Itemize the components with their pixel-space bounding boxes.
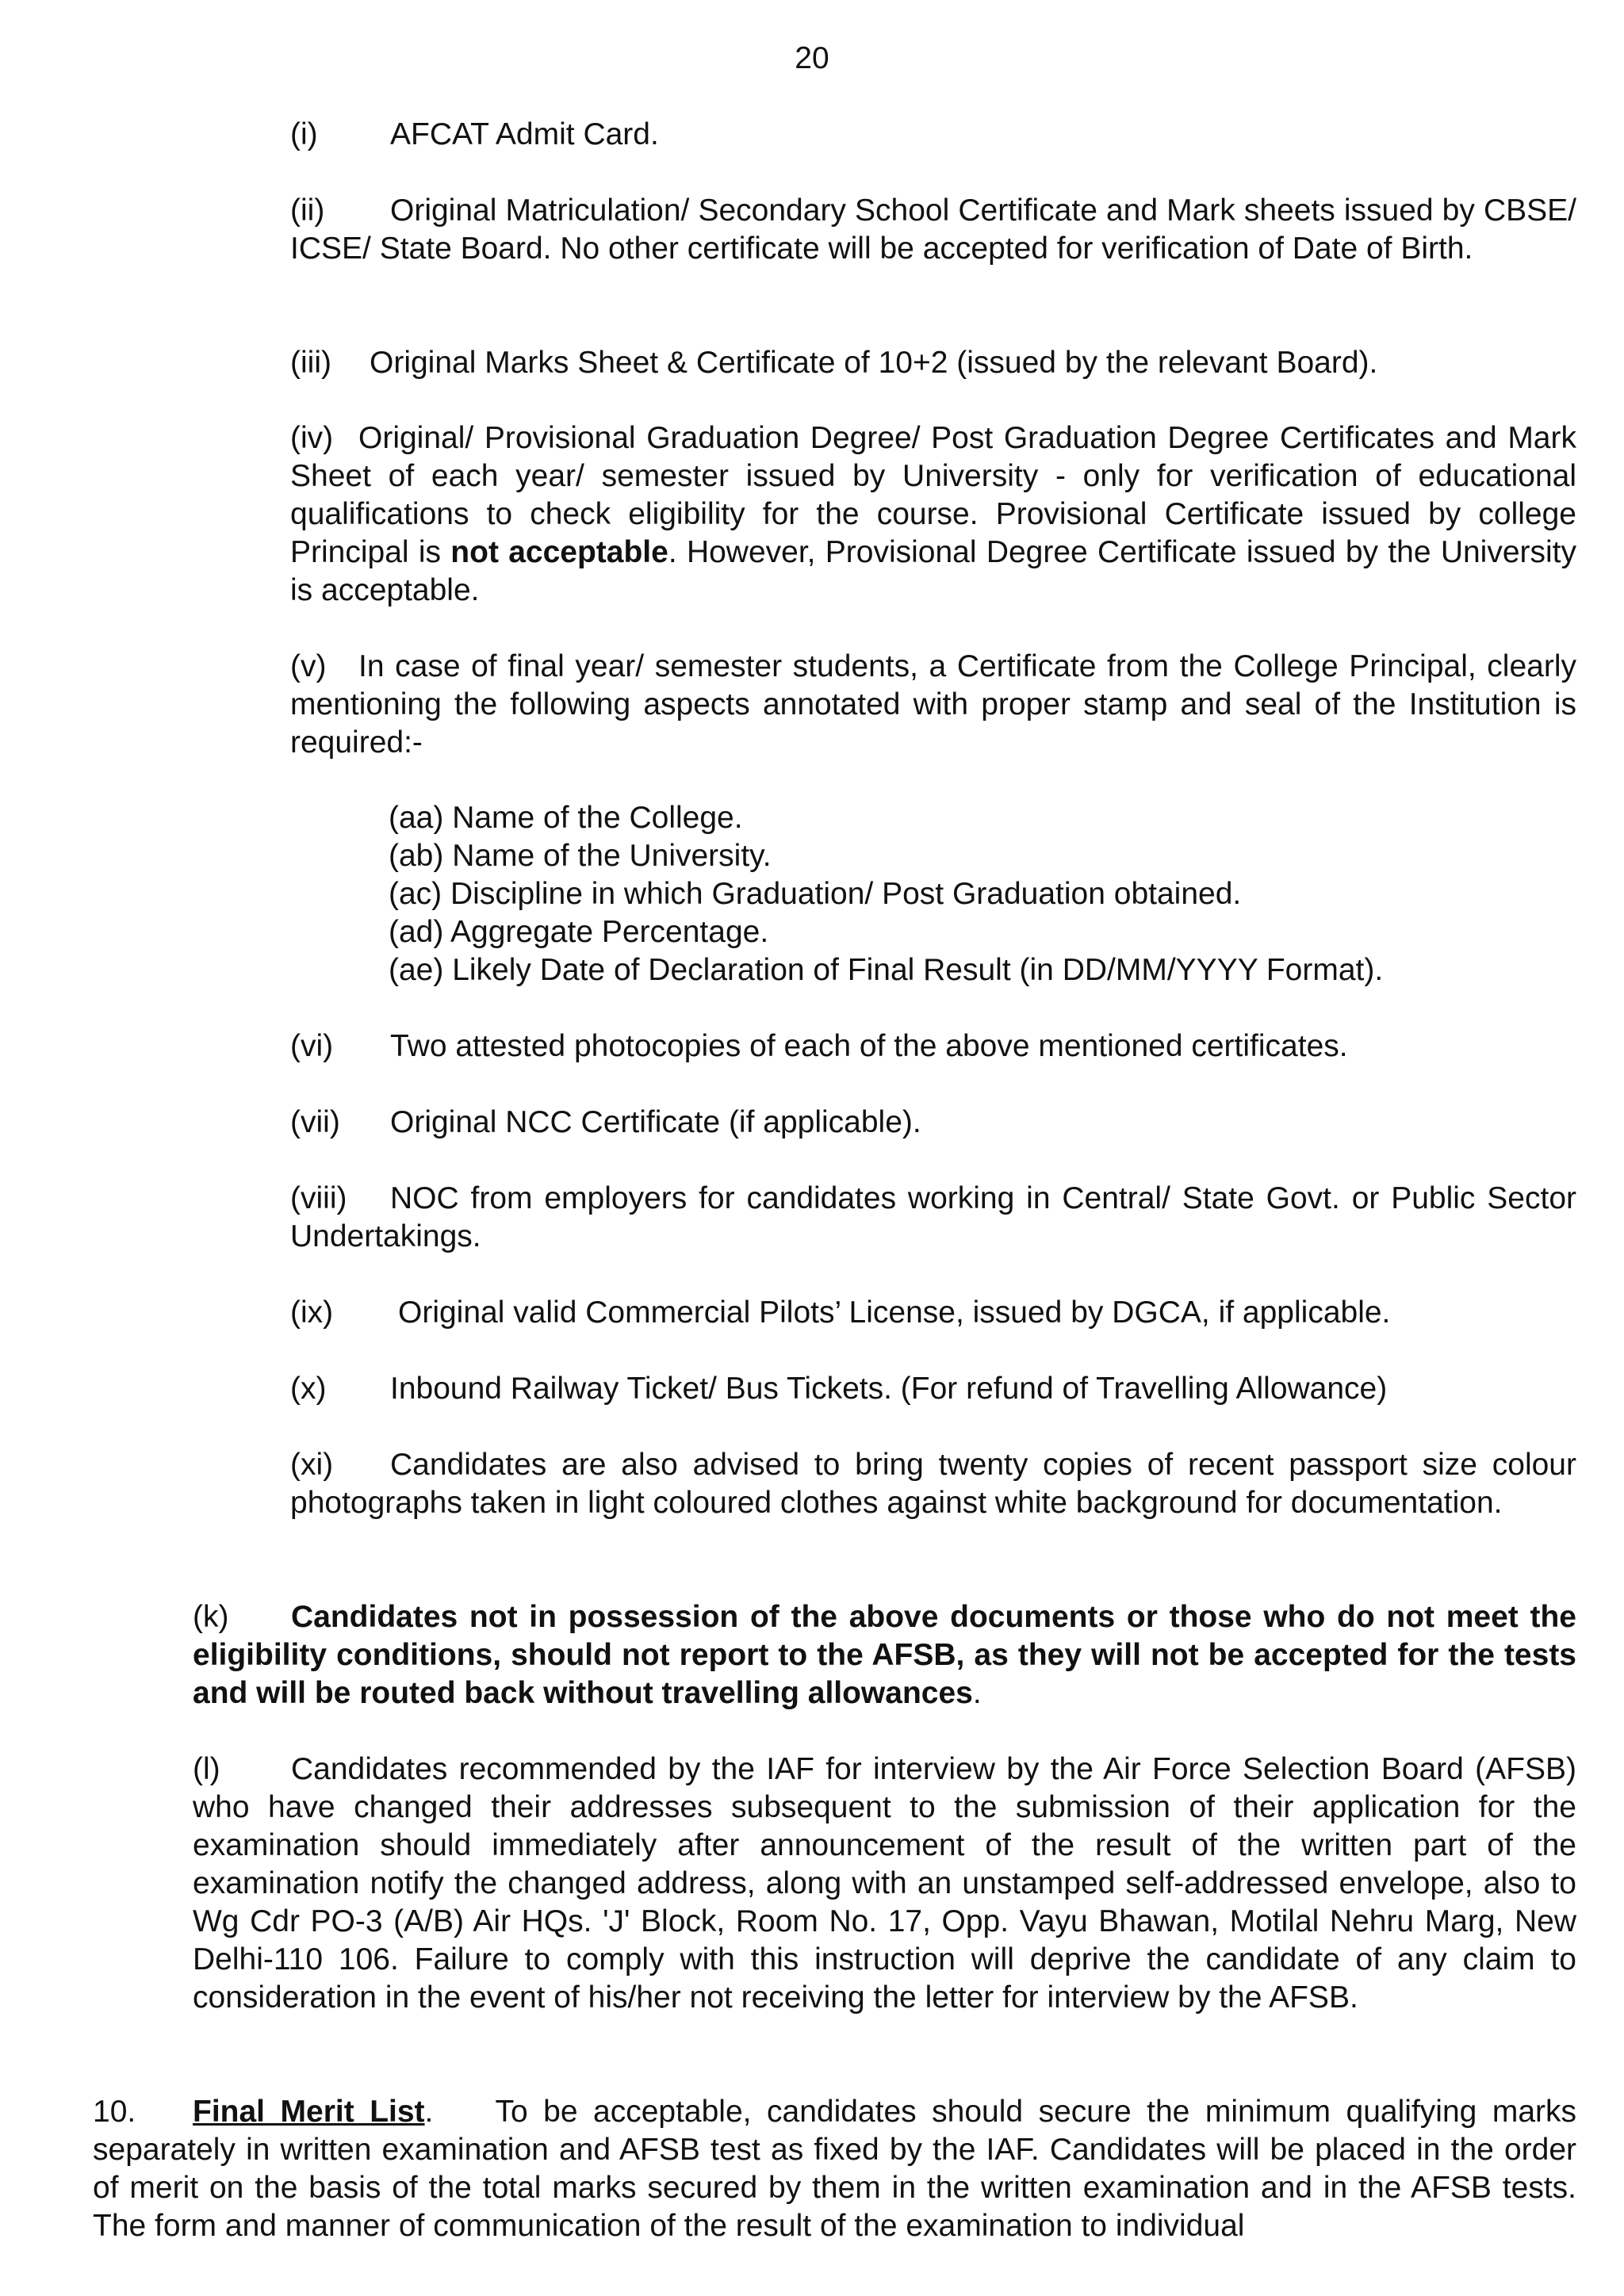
sub-item-ad: (ad) Aggregate Percentage. [389,915,769,949]
item-xi-text: Candidates are also advised to bring twenty copies of recent passport size colour photographs taken in light coloured clothes against white background for documentation. [290,1448,1576,1520]
item-ix-number: (ix) [290,1295,334,1330]
item-iv-bold-text: not acceptable [450,535,668,569]
item-xi-number: (xi) [290,1448,334,1482]
item-ii-number: (ii) [290,193,325,228]
item-iv-text: Original/ Provisional Graduation Degree/ Post Graduation Degree Certificates and Mark Sheet of each year/ semester issued by University - only for verification of educational qualifications to check eligibility for the course. Provisional Certificate issued by college Principal is [290,421,1576,569]
item-iv-number: (iv) [290,421,334,455]
paragraph-k-tail: . [972,1676,982,1710]
item-vi-number: (vi) [290,1029,334,1063]
section-10-text: To be acceptable, candidates should secure the minimum qualifying marks separately in written examination and AFSB test as fixed by the IAF. Candidates will be placed in the order of merit on the basis of the total marks secured by them in the written examination and in the AFSB tests. The form and manner of communication of the result of the examination to individual [93,2095,1577,2243]
item-v-sublist [389,799,1576,989]
item-i-number: (i) [290,117,318,151]
item-viii-text: NOC from employers for candidates working in Central/ State Govt. or Public Sector Undertakings. [290,1181,1576,1253]
paragraph-k-number: (k) [193,1600,229,1634]
item-x [290,1370,1576,1408]
item-ii [290,192,1576,268]
item-ix-text: Original valid Commercial Pilots’ License, issued by DGCA, if applicable. [398,1295,1391,1330]
item-v [290,648,1576,762]
section-10-number: 10. [93,2095,136,2129]
item-iv [290,419,1576,610]
item-iii-number: (iii) [290,346,331,380]
item-viii-number: (viii) [290,1181,347,1215]
paragraph-l [193,1751,1576,2017]
sub-item-ae: (ae) Likely Date of Declaration of Final Result (in DD/MM/YYYY Format). [389,953,1384,987]
item-ix [290,1294,1576,1332]
item-ii-text: Original Matriculation/ Secondary School Certificate and Mark sheets issued by CBSE/ ICSE/ State Board. No other certificate will be accepted for verification of Date of Birth. [290,193,1576,266]
sub-item-ab: (ab) Name of the University. [389,839,772,873]
item-vii-text: Original NCC Certificate (if applicable). [390,1105,921,1139]
item-vi [290,1027,1576,1066]
item-iv-text-after: . However, Provisional Degree Certificate issued by the University is acceptable. [290,535,1577,607]
sub-item-aa: (aa) Name of the College. [389,801,743,835]
item-i [290,116,1576,154]
paragraph-k [193,1598,1576,1712]
sub-item-ac: (ac) Discipline in which Graduation/ Post Graduation obtained. [389,877,1242,911]
page-number: 20 [795,41,829,75]
item-v-number: (v) [290,649,327,683]
item-vi-text: Two attested photocopies of each of the above mentioned certificates. [390,1029,1348,1063]
item-iii [290,344,1576,382]
item-vii [290,1104,1576,1142]
item-viii [290,1180,1576,1256]
item-vii-number: (vii) [290,1105,340,1139]
item-i-text: AFCAT Admit Card. [390,117,659,151]
paragraph-l-text: Candidates recommended by the IAF for interview by the Air Force Selection Board (AFSB) who have changed their addresses subsequent to the submission of their application for the examination should immediately after announcement of the result of the written part of the examination notify the changed address, along with an unstamped self-addressed envelope, also to Wg Cdr PO-3 (A/B) Air HQs. 'J' Block, Room No. 17, Opp. Vayu Bhawan, Motilal Nehru Marg, New Delhi-110 106. Failure to comply with this instruction will deprive the candidate of any claim to consideration in the event of his/her not receiving the letter for interview by the AFSB. [193,1752,1576,2015]
item-iii-text: Original Marks Sheet & Certificate of 10+2 (issued by the relevant Board). [370,346,1378,380]
section-10 [93,2093,1576,2245]
item-x-number: (x) [290,1372,327,1406]
paragraph-l-number: (l) [193,1752,220,1786]
paragraph-k-bold-text: Candidates not in possession of the above documents or those who do not meet the eligibility conditions, should not report to the AFSB, as they will not be accepted for the tests and will be routed back without travelling allowances [193,1600,1576,1710]
item-xi [290,1446,1576,1522]
item-x-text: Inbound Railway Ticket/ Bus Tickets. (For refund of Travelling Allowance) [390,1372,1388,1406]
section-10-heading-tail: . [424,2095,434,2129]
item-v-text: In case of final year/ semester students, a Certificate from the College Principal, clearly mentioning the following aspects annotated with proper stamp and seal of the Institution is required:- [290,649,1576,760]
section-10-heading: Final Merit List [193,2095,425,2129]
